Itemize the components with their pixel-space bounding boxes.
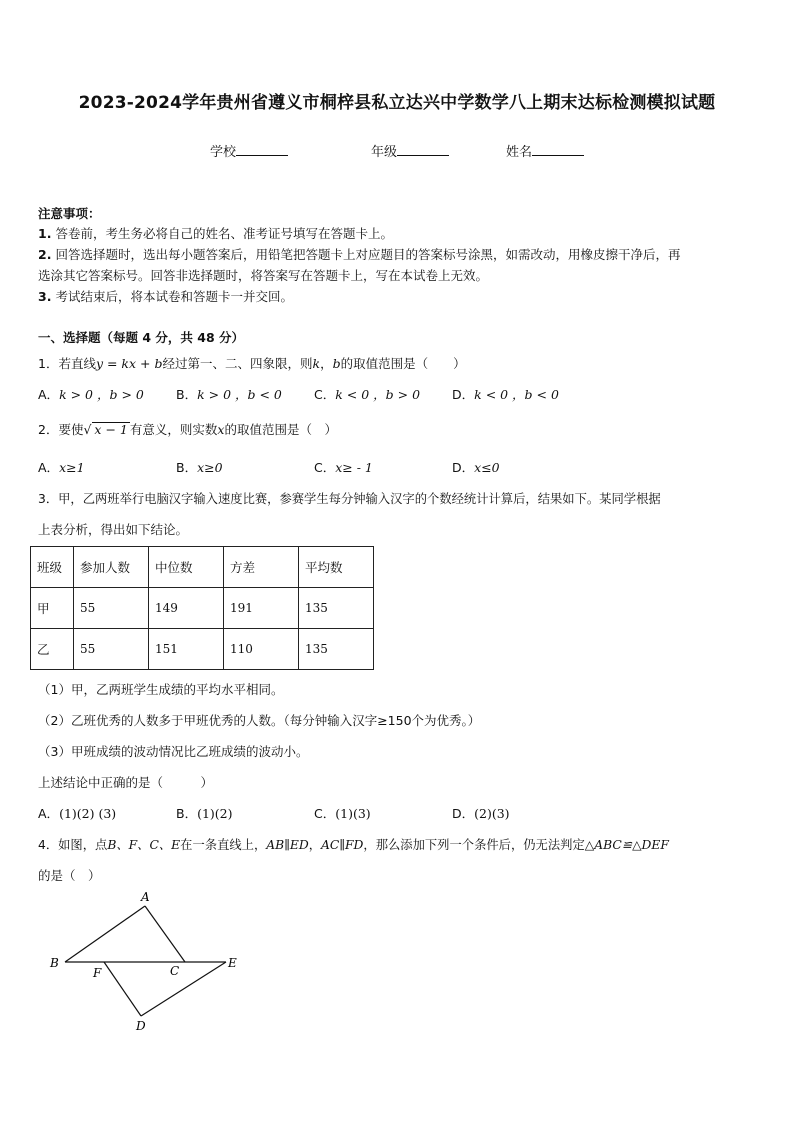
option-label: C．	[314, 460, 336, 475]
q3-text-line-1: 3．甲，乙两班举行电脑汉字输入速度比赛，参赛学生每分钟输入汉字的个数经统计计算后，结果如下。某同学根据	[38, 492, 661, 506]
table-header-row	[31, 547, 374, 588]
table-header-cell: 平均数	[299, 547, 374, 588]
point-label-d: D	[136, 1019, 146, 1033]
table-cell: 135	[299, 588, 374, 629]
q2-option-d[interactable]	[452, 458, 500, 476]
q1-var-k: k	[312, 356, 321, 371]
table-header-cell: 班级	[31, 547, 74, 588]
option-value: k > 0 ，b < 0	[197, 387, 282, 402]
option-value: x≥ - 1	[335, 460, 373, 475]
q4-points: B、F、C、E	[107, 838, 181, 852]
q4-cond1: AB∥ED	[266, 838, 309, 852]
option-label: D．	[452, 460, 475, 475]
q2-mid: 有意义，则实数	[129, 422, 218, 437]
table-cell: 191	[224, 588, 299, 629]
option-label: D．	[452, 387, 475, 402]
q1-option-a[interactable]	[38, 385, 144, 403]
table-cell: 149	[149, 588, 224, 629]
table-cell: 乙	[31, 629, 74, 670]
q4-mid2: ，那么添加下列一个条件后，仍无法判定	[363, 838, 585, 852]
table-row	[31, 629, 374, 670]
notice-item-1	[38, 224, 393, 242]
q1-formula: y = kx + b	[95, 356, 163, 371]
q4-mid1: 在一条直线上，	[180, 838, 267, 852]
notice-heading: 注意事项：	[38, 206, 101, 221]
point-label-f: F	[93, 966, 102, 980]
q2-radicand: x − 1	[94, 422, 128, 437]
q4-text-line-2: 的是（ ）	[38, 868, 101, 883]
notice-item-text: 考试结束后，将本试卷和答题卡一并交回。	[55, 289, 293, 304]
point-label-c: C	[170, 964, 180, 978]
option-value: (2)(3)	[474, 806, 510, 821]
q2-prefix: 2．要使	[38, 422, 84, 437]
table-header-cell: 中位数	[149, 547, 224, 588]
option-value: x≤0	[474, 460, 500, 475]
table-cell: 151	[149, 629, 224, 670]
q1-option-b[interactable]	[176, 385, 282, 403]
notice-item-number: 3.	[38, 289, 52, 304]
grade-field	[371, 141, 449, 160]
segment-ac	[145, 906, 185, 962]
q3-conclusion-3: （3）甲班成绩的波动情况比乙班成绩的波动小。	[38, 744, 309, 759]
section-heading: 一、选择题（每题 4 分，共 48 分）	[38, 330, 245, 345]
question-2	[38, 420, 337, 438]
q3-option-b[interactable]	[176, 804, 233, 822]
notice-item-text: 回答选择题时，选出每小题答案后，用铅笔把答题卡上对应题目的答案标号涂黑，如需改动，用橡皮擦干净后，再	[55, 247, 681, 262]
notice-item-3	[38, 287, 293, 305]
option-label: A．	[38, 387, 60, 402]
table-header-cell: 参加人数	[74, 547, 149, 588]
option-value: k < 0 ，b < 0	[474, 387, 559, 402]
question-1	[38, 354, 466, 372]
geometry-figure	[40, 885, 260, 1035]
school-blank	[236, 144, 288, 156]
q1-option-c[interactable]	[314, 385, 420, 403]
q4-congruence: △ABC≌△DEF	[584, 838, 669, 852]
option-value: x≥1	[59, 460, 85, 475]
segment-fd	[104, 962, 141, 1016]
option-value: k < 0 ，b > 0	[335, 387, 421, 402]
option-label: C．	[314, 806, 336, 821]
notice-item-number: 2.	[38, 247, 52, 262]
point-label-e: E	[228, 956, 237, 970]
option-value: (1)(2)	[197, 806, 233, 821]
q1-prefix: 1．若直线	[38, 356, 96, 371]
notice-item-number: 1.	[38, 226, 52, 241]
grade-label: 年级	[371, 145, 398, 160]
notice-item-text: 答卷前，考生务必将自己的姓名、准考证号填写在答题卡上。	[55, 226, 393, 241]
segment-ab	[65, 906, 145, 962]
sqrt-symbol: √	[83, 422, 92, 437]
q3-conclusion-2: （2）乙班优秀的人数多于甲班优秀的人数。（每分钟输入汉字≥150个为优秀。）	[38, 713, 481, 728]
table-row	[31, 588, 374, 629]
q3-conclusion-1: （1）甲，乙两班学生成绩的平均水平相同。	[38, 682, 284, 697]
table-cell: 55	[74, 629, 149, 670]
option-label: B．	[176, 806, 198, 821]
table-cell: 110	[224, 629, 299, 670]
option-label: C．	[314, 387, 336, 402]
school-label: 学校	[210, 145, 237, 160]
q2-option-a[interactable]	[38, 458, 85, 476]
option-value: (1)(3)	[335, 806, 371, 821]
option-value: (1)(2) (3)	[59, 806, 117, 821]
notice-item-2	[38, 245, 680, 263]
q3-option-a[interactable]	[38, 804, 116, 822]
grade-blank	[397, 144, 449, 156]
page-title: 2023-2024学年贵州省遵义市桐梓县私立达兴中学数学八上期末达标检测模拟试题	[78, 93, 716, 113]
q4-prefix: 4．如图，点	[38, 838, 108, 852]
option-label: B．	[176, 460, 198, 475]
q2-var: x	[217, 422, 225, 437]
q4-cond2: AC∥FD	[321, 838, 364, 852]
table-header-cell: 方差	[224, 547, 299, 588]
q2-option-c[interactable]	[314, 458, 373, 476]
q2-option-b[interactable]	[176, 458, 223, 476]
q3-question: 上述结论中正确的是（ ）	[38, 775, 214, 790]
option-label: B．	[176, 387, 198, 402]
notice-item-2-continued: 选涂其它答案标号。回答非选择题时，将答案写在答题卡上，写在本试卷上无效。	[38, 268, 489, 283]
q3-option-c[interactable]	[314, 804, 371, 822]
q3-text-line-2: 上表分析，得出如下结论。	[38, 522, 189, 537]
option-label: A．	[38, 460, 60, 475]
q1-var-b: b	[332, 356, 341, 371]
table-cell: 55	[74, 588, 149, 629]
q1-sep: ，	[320, 356, 333, 371]
q3-data-table	[30, 546, 374, 670]
point-label-a: A	[141, 890, 150, 904]
option-value: x≥0	[197, 460, 223, 475]
option-label: A．	[38, 806, 60, 821]
name-field	[506, 141, 584, 160]
option-label: D．	[452, 806, 475, 821]
q4-sep: ，	[308, 838, 322, 852]
q1-option-d[interactable]	[452, 385, 559, 403]
segment-de	[141, 962, 226, 1016]
point-label-b: B	[50, 956, 59, 970]
table-cell: 甲	[31, 588, 74, 629]
option-value: k > 0 ，b > 0	[59, 387, 144, 402]
school-field	[210, 141, 288, 160]
question-4	[38, 835, 669, 853]
q1-mid: 经过第一、二、四象限，则	[162, 356, 313, 371]
name-label: 姓名	[506, 145, 533, 160]
q1-suffix: 的取值范围是（ ）	[340, 356, 466, 371]
q2-suffix: 的取值范围是（ ）	[224, 422, 337, 437]
table-cell: 135	[299, 629, 374, 670]
name-blank	[532, 144, 584, 156]
q3-option-d[interactable]	[452, 804, 510, 822]
